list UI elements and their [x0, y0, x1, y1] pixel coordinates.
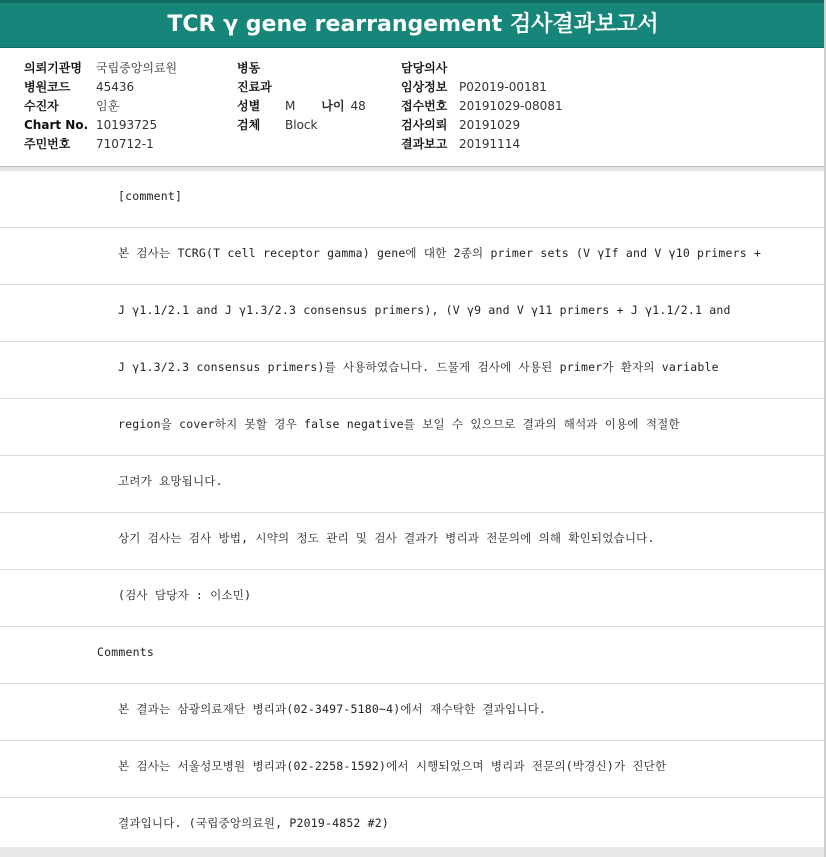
comment-line: J γ1.3/2.3 consensus primers)를 사용하였습니다. 드물게 검사에 사용된 primer가 환자의 variable	[0, 342, 826, 399]
info-row-clinical-info	[401, 78, 563, 97]
info-label: 진료과	[237, 80, 272, 94]
info-label: 병원코드	[24, 80, 71, 94]
info-value: 20191114	[459, 137, 521, 151]
bottom-bar	[0, 847, 826, 857]
report-content	[0, 171, 826, 855]
info-column-3	[401, 59, 563, 154]
info-value: Block	[285, 118, 318, 132]
info-value: 45436	[96, 80, 135, 94]
info-column-2	[237, 59, 366, 135]
info-value: 10193725	[96, 118, 158, 132]
comment-line: 본 결과는 삼광의료재단 병리과(02-3497-5180~4)에서 재수탁한 결과입니다.	[0, 684, 826, 741]
info-label: 검사의뢰	[401, 118, 448, 132]
info-label: 접수번호	[401, 99, 448, 113]
info-row-resident-number	[24, 135, 177, 154]
info-row-ward	[237, 59, 366, 78]
info-value: 임훈	[96, 99, 120, 113]
info-row-request-date	[401, 116, 563, 135]
info-row-report-date	[401, 135, 563, 154]
info-label: 주민번호	[24, 137, 71, 151]
info-value: P02019-00181	[459, 80, 547, 94]
info-row-department	[237, 78, 366, 97]
info-value: 20191029	[459, 118, 521, 132]
report-title: TCR γ gene rearrangement 검사결과보고서	[0, 0, 826, 48]
info-label: 결과보고	[401, 137, 448, 151]
info-label: 담당의사	[401, 61, 448, 75]
info-row-requesting-institution	[24, 59, 177, 78]
comment-line: 결과입니다. (국립중앙의료원, P2019-4852 #2)	[0, 798, 826, 855]
comment-line: 상기 검사는 검사 방법, 시약의 정도 관리 및 검사 결과가 병리과 전문의에 의해 확인되었습니다.	[0, 513, 826, 570]
info-label: 검체	[237, 118, 261, 132]
comment-line: 본 검사는 서울성모병원 병리과(02-2258-1592)에서 시행되었으며 병리과 전문의(박경신)가 진단한	[0, 741, 826, 798]
comments-header: Comments	[0, 627, 826, 684]
info-row-physician	[401, 59, 563, 78]
info-column-1	[24, 59, 177, 154]
info-label: 임상정보	[401, 80, 448, 94]
info-value: M	[285, 99, 296, 113]
info-value: 국립중앙의료원	[96, 61, 178, 75]
comment-line: 본 검사는 TCRG(T cell receptor gamma) gene에 대한 2종의 primer sets (V γIf and V γ10 primers +	[0, 228, 826, 285]
info-value: 710712-1	[96, 137, 154, 151]
comment-line: 고려가 요망됩니다.	[0, 456, 826, 513]
comment-line: region을 cover하지 못할 경우 false negative를 보일 수 있으므로 결과의 해석과 이용에 적절한	[0, 399, 826, 456]
age-value: 48	[350, 99, 366, 113]
age-label: 나이	[321, 99, 345, 113]
info-row-hospital-code	[24, 78, 177, 97]
info-label: 의뢰기관명	[24, 61, 82, 75]
info-label: 병동	[237, 61, 261, 75]
comment-header: [comment]	[0, 171, 826, 228]
info-row-patient-name	[24, 97, 177, 116]
info-row-sex-age	[237, 97, 366, 116]
info-label: Chart No.	[24, 118, 89, 132]
info-label: 성별	[237, 99, 261, 113]
info-row-specimen	[237, 116, 366, 135]
info-row-chart-no	[24, 116, 177, 135]
info-value: 20191029-08081	[459, 99, 563, 113]
comment-line: (검사 담당자 : 이소민)	[0, 570, 826, 627]
info-label: 수진자	[24, 99, 59, 113]
info-row-receipt-number	[401, 97, 563, 116]
patient-info-panel	[0, 48, 826, 167]
comment-line: J γ1.1/2.1 and J γ1.3/2.3 consensus primers), (V γ9 and V γ11 primers + J γ1.1/2.1 and	[0, 285, 826, 342]
